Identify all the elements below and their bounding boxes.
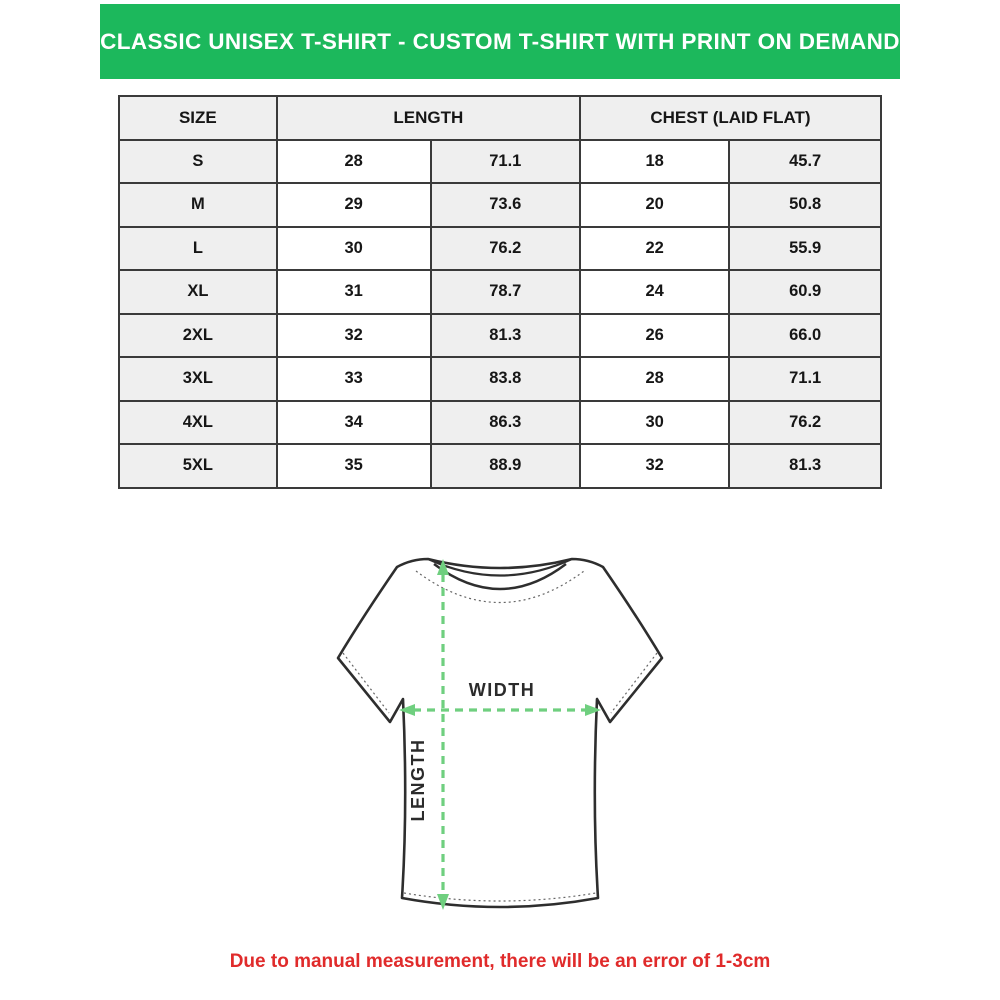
chest-cm-cell: 50.8 xyxy=(729,183,881,227)
size-cell: 4XL xyxy=(119,401,277,445)
chest-in-cell: 28 xyxy=(580,357,729,401)
chest-in-cell: 18 xyxy=(580,140,729,184)
size-cell: L xyxy=(119,227,277,271)
length-cm-cell: 88.9 xyxy=(431,444,580,488)
length-cm-cell: 83.8 xyxy=(431,357,580,401)
chest-cm-cell: 45.7 xyxy=(729,140,881,184)
chest-in-cell: 24 xyxy=(580,270,729,314)
length-cm-cell: 71.1 xyxy=(431,140,580,184)
length-label: LENGTH xyxy=(408,738,428,822)
length-in-cell: 30 xyxy=(277,227,431,271)
length-in-cell: 32 xyxy=(277,314,431,358)
size-table-container xyxy=(118,95,882,489)
table-row xyxy=(119,227,881,271)
chest-in-cell: 20 xyxy=(580,183,729,227)
size-chart-table xyxy=(118,95,882,489)
size-cell: S xyxy=(119,140,277,184)
size-cell: 2XL xyxy=(119,314,277,358)
tshirt-outline xyxy=(338,559,662,907)
length-in-cell: 29 xyxy=(277,183,431,227)
chest-in-cell: 26 xyxy=(580,314,729,358)
length-in-cell: 28 xyxy=(277,140,431,184)
chest-cm-cell: 71.1 xyxy=(729,357,881,401)
header-size: SIZE xyxy=(119,96,277,140)
chest-in-cell: 30 xyxy=(580,401,729,445)
length-in-cell: 33 xyxy=(277,357,431,401)
length-cm-cell: 81.3 xyxy=(431,314,580,358)
chest-in-cell: 32 xyxy=(580,444,729,488)
size-cell: 3XL xyxy=(119,357,277,401)
chest-cm-cell: 76.2 xyxy=(729,401,881,445)
title-banner xyxy=(100,4,900,79)
length-in-cell: 35 xyxy=(277,444,431,488)
table-row xyxy=(119,270,881,314)
size-cell: 5XL xyxy=(119,444,277,488)
length-cm-cell: 78.7 xyxy=(431,270,580,314)
table-row xyxy=(119,444,881,488)
width-label: WIDTH xyxy=(468,680,536,700)
page-title: CLASSIC UNISEX T-SHIRT - CUSTOM T-SHIRT WITH PRINT ON DEMAND xyxy=(100,28,900,54)
chest-cm-cell: 55.9 xyxy=(729,227,881,271)
length-in-cell: 31 xyxy=(277,270,431,314)
chest-cm-cell: 60.9 xyxy=(729,270,881,314)
length-cm-cell: 73.6 xyxy=(431,183,580,227)
table-row xyxy=(119,314,881,358)
length-cm-cell: 86.3 xyxy=(431,401,580,445)
tshirt-svg xyxy=(328,552,672,932)
table-row xyxy=(119,401,881,445)
size-cell: XL xyxy=(119,270,277,314)
length-in-cell: 34 xyxy=(277,401,431,445)
chest-cm-cell: 66.0 xyxy=(729,314,881,358)
length-cm-cell: 76.2 xyxy=(431,227,580,271)
header-chest: CHEST (LAID FLAT) xyxy=(580,96,881,140)
chest-in-cell: 22 xyxy=(580,227,729,271)
tshirt-diagram xyxy=(328,552,672,932)
measurement-error-note: Due to manual measurement, there will be an error of 1-3cm xyxy=(229,951,771,972)
chest-cm-cell: 81.3 xyxy=(729,444,881,488)
header-length: LENGTH xyxy=(277,96,580,140)
table-row xyxy=(119,357,881,401)
table-header-row xyxy=(119,96,881,140)
size-cell: M xyxy=(119,183,277,227)
table-row xyxy=(119,183,881,227)
table-row xyxy=(119,140,881,184)
